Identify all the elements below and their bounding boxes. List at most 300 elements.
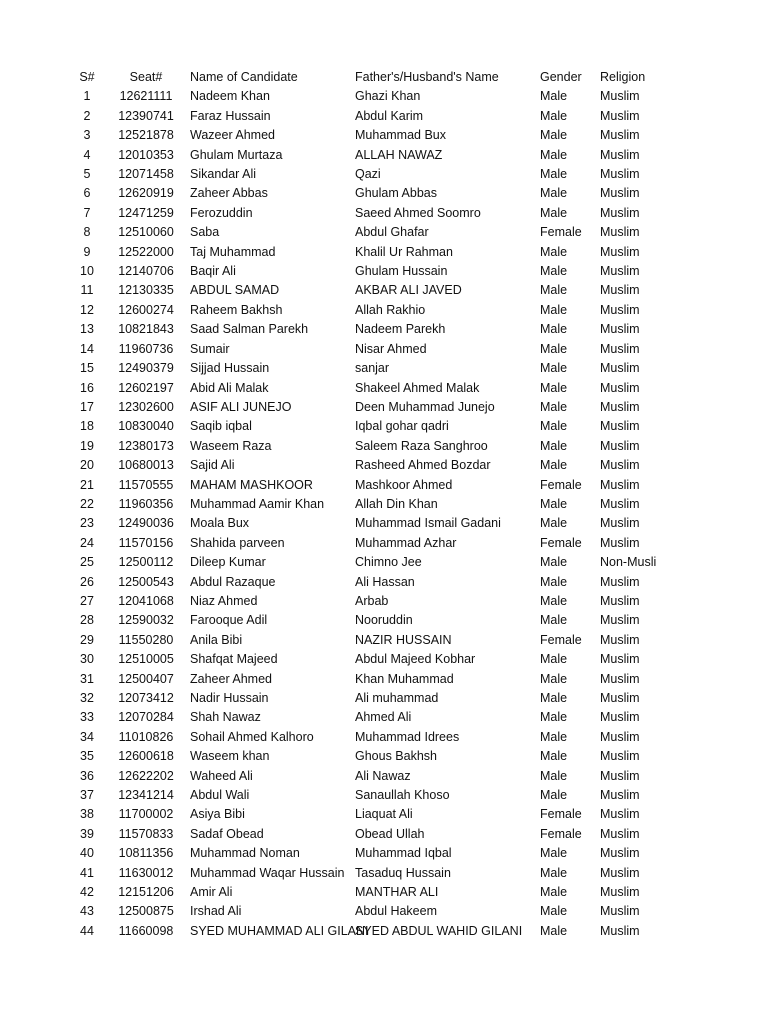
table-row — [72, 883, 680, 902]
cell-name: Saad Salman Parekh — [190, 322, 309, 337]
table-row — [72, 844, 680, 863]
cell-religion: Muslim — [600, 807, 640, 822]
cell-sno: 32 — [80, 691, 94, 705]
cell-name: Anila Bibi — [190, 632, 243, 647]
cell-gender: Male — [540, 671, 568, 686]
cell-sno: 27 — [80, 593, 94, 608]
cell-religion: Muslim — [600, 496, 640, 511]
cell-religion: Muslim — [600, 283, 640, 298]
cell-father: Arbab — [355, 593, 389, 608]
cell-father: Chimno Jee — [355, 555, 422, 570]
cell-seat: 12620919 — [118, 186, 174, 201]
cell-seat: 12500112 — [118, 555, 174, 570]
cell-name: Sijjad Hussain — [190, 361, 270, 376]
cell-religion: Muslim — [600, 749, 640, 764]
cell-gender: Male — [540, 749, 568, 764]
cell-father: sanjar — [355, 361, 390, 376]
cell-sno: 17 — [80, 399, 94, 414]
cell-seat: 12602197 — [118, 380, 174, 395]
cell-name: Taj Muhammad — [190, 244, 276, 259]
cell-gender: Male — [540, 729, 568, 744]
cell-sno: 42 — [80, 885, 94, 900]
cell-father: Allah Din Khan — [355, 496, 438, 511]
cell-sno: 2 — [83, 108, 91, 123]
header-name: Name of Candidate — [190, 70, 298, 84]
cell-gender: Female — [540, 807, 582, 822]
cell-father: Abdul Majeed Kobhar — [355, 652, 476, 667]
table-row — [72, 320, 680, 339]
cell-religion: Muslim — [600, 302, 640, 317]
cell-father: Khalil Ur Rahman — [355, 244, 453, 259]
table-body — [72, 87, 680, 941]
cell-religion: Muslim — [600, 826, 640, 841]
cell-gender: Male — [540, 923, 568, 938]
cell-name: Abid Ali Malak — [190, 380, 269, 395]
cell-father: Ghulam Hussain — [355, 264, 448, 279]
cell-sno: 19 — [80, 438, 94, 453]
cell-religion: Muslim — [600, 322, 640, 337]
cell-gender: Male — [540, 89, 568, 104]
cell-name: Baqir Ali — [190, 264, 236, 279]
cell-religion: Muslim — [600, 244, 640, 259]
cell-father: Qazi — [355, 167, 381, 182]
table-row — [72, 476, 680, 495]
table-row — [72, 825, 680, 844]
cell-religion: Muslim — [600, 186, 640, 201]
cell-religion: Muslim — [600, 361, 640, 376]
cell-name: Sajid Ali — [190, 458, 235, 473]
cell-father: Muhammad Iqbal — [355, 846, 452, 861]
cell-name: SYED MUHAMMAD ALI GILANI — [190, 923, 369, 938]
cell-seat: 12600618 — [118, 749, 174, 764]
cell-name: Abdul Razaque — [190, 574, 276, 589]
cell-sno: 37 — [80, 788, 94, 803]
cell-seat: 10830040 — [118, 419, 174, 434]
cell-name: Sikandar Ali — [190, 167, 257, 182]
table-row — [72, 495, 680, 514]
cell-religion: Muslim — [600, 535, 640, 550]
cell-gender: Male — [540, 885, 568, 900]
cell-father: Saeed Ahmed Soomro — [355, 205, 481, 220]
cell-father: Obead Ullah — [355, 826, 425, 841]
cell-gender: Male — [540, 904, 568, 919]
cell-father: Ghulam Abbas — [355, 186, 437, 201]
header-sno: S# — [79, 70, 95, 84]
cell-seat: 11570555 — [118, 477, 174, 492]
table-row — [72, 573, 680, 592]
cell-name: Sumair — [190, 341, 230, 356]
cell-religion: Muslim — [600, 147, 640, 162]
cell-father: Muhammad Ismail Gadani — [355, 516, 501, 531]
cell-father: Deen Muhammad Junejo — [355, 399, 495, 414]
cell-name: Muhammad Waqar Hussain — [190, 865, 345, 880]
cell-name: ABDUL SAMAD — [190, 283, 280, 298]
cell-seat: 12500543 — [118, 574, 174, 589]
cell-religion: Muslim — [600, 710, 640, 725]
cell-name: Wazeer Ahmed — [190, 128, 275, 143]
table-row — [72, 301, 680, 320]
cell-gender: Male — [540, 167, 568, 182]
cell-religion: Muslim — [600, 264, 640, 279]
cell-name: Nadir Hussain — [190, 691, 269, 705]
cell-father: Mashkoor Ahmed — [355, 477, 453, 492]
cell-gender: Female — [540, 477, 582, 492]
cell-sno: 10 — [80, 264, 94, 279]
cell-sno: 40 — [80, 846, 94, 861]
cell-religion: Muslim — [600, 205, 640, 220]
cell-name: Dileep Kumar — [190, 555, 266, 570]
cell-name: Faraz Hussain — [190, 108, 271, 123]
cell-religion: Muslim — [600, 341, 640, 356]
cell-father: Muhammad Bux — [355, 128, 447, 143]
cell-gender: Male — [540, 574, 568, 589]
cell-seat: 12500407 — [118, 671, 174, 686]
cell-gender: Male — [540, 496, 568, 511]
cell-seat: 12071458 — [118, 167, 174, 182]
cell-religion: Muslim — [600, 788, 640, 803]
cell-father: NAZIR HUSSAIN — [355, 632, 452, 647]
table-row — [72, 340, 680, 359]
cell-gender: Male — [540, 322, 568, 337]
cell-sno: 28 — [80, 613, 94, 628]
cell-father: AKBAR ALI JAVED — [355, 283, 462, 298]
cell-gender: Male — [540, 691, 568, 705]
table-row — [72, 650, 680, 669]
cell-name: Sadaf Obead — [190, 826, 264, 841]
cell-seat: 12380173 — [118, 438, 174, 453]
table-row — [72, 243, 680, 262]
cell-father: Ghazi Khan — [355, 89, 421, 104]
cell-father: Muhammad Azhar — [355, 535, 457, 550]
cell-seat: 10680013 — [118, 458, 174, 473]
cell-religion: Muslim — [600, 632, 640, 647]
table-row — [72, 553, 680, 572]
cell-sno: 18 — [80, 419, 94, 434]
cell-sno: 30 — [80, 652, 94, 667]
cell-father: Ghous Bakhsh — [355, 749, 437, 764]
cell-gender: Male — [540, 283, 568, 298]
cell-gender: Male — [540, 205, 568, 220]
cell-seat: 12622202 — [118, 768, 174, 783]
header-row — [72, 68, 680, 87]
cell-father: Ali muhammad — [355, 691, 439, 705]
cell-sno: 21 — [80, 477, 94, 492]
cell-sno: 31 — [80, 671, 94, 686]
table-row — [72, 126, 680, 145]
cell-religion: Muslim — [600, 691, 640, 705]
cell-name: Asiya Bibi — [190, 807, 245, 822]
cell-gender: Female — [540, 826, 582, 841]
cell-sno: 9 — [83, 244, 91, 259]
header-father: Father's/Husband's Name — [355, 70, 499, 84]
cell-sno: 6 — [83, 186, 91, 201]
cell-name: Zaheer Abbas — [190, 186, 268, 201]
cell-sno: 7 — [83, 205, 91, 220]
cell-religion: Muslim — [600, 885, 640, 900]
cell-seat: 10811356 — [118, 846, 174, 861]
cell-father: Abdul Karim — [355, 108, 424, 123]
cell-gender: Male — [540, 128, 568, 143]
table-row — [72, 805, 680, 824]
cell-sno: 11 — [80, 283, 94, 298]
cell-religion: Muslim — [600, 846, 640, 861]
cell-sno: 12 — [80, 302, 94, 317]
cell-father: Liaquat Ali — [355, 807, 413, 822]
table-row — [72, 223, 680, 242]
cell-father: Iqbal gohar qadri — [355, 419, 449, 434]
cell-seat: 12490036 — [118, 516, 174, 531]
table-row — [72, 379, 680, 398]
cell-father: Nooruddin — [355, 613, 413, 628]
cell-sno: 5 — [83, 167, 91, 182]
cell-gender: Male — [540, 108, 568, 123]
cell-seat: 12070284 — [118, 710, 174, 725]
cell-name: Farooque Adil — [190, 613, 268, 628]
cell-religion: Muslim — [600, 89, 640, 104]
cell-gender: Male — [540, 516, 568, 531]
cell-father: Abdul Hakeem — [355, 904, 437, 919]
cell-religion: Muslim — [600, 128, 640, 143]
cell-sno: 33 — [80, 710, 94, 725]
cell-sno: 16 — [80, 380, 94, 395]
table-row — [72, 592, 680, 611]
cell-religion: Muslim — [600, 380, 640, 395]
cell-sno: 43 — [80, 904, 94, 919]
cell-seat: 12341214 — [118, 788, 174, 803]
cell-sno: 36 — [80, 768, 94, 783]
cell-seat: 11660098 — [118, 923, 174, 938]
table-row — [72, 456, 680, 475]
cell-seat: 12010353 — [118, 147, 174, 162]
table-row — [72, 146, 680, 165]
cell-sno: 1 — [83, 89, 91, 104]
cell-gender: Male — [540, 846, 568, 861]
cell-seat: 11960356 — [118, 496, 174, 511]
cell-religion: Muslim — [600, 225, 640, 240]
cell-seat: 11960736 — [118, 341, 174, 356]
cell-sno: 39 — [80, 826, 94, 841]
cell-sno: 22 — [80, 496, 94, 511]
cell-father: MANTHAR ALI — [355, 885, 439, 900]
cell-religion: Muslim — [600, 458, 640, 473]
cell-name: Waseem Raza — [190, 438, 272, 453]
cell-gender: Male — [540, 186, 568, 201]
cell-gender: Male — [540, 264, 568, 279]
cell-name: Saqib iqbal — [190, 419, 252, 434]
cell-gender: Female — [540, 535, 582, 550]
cell-sno: 26 — [80, 574, 94, 589]
cell-religion: Muslim — [600, 729, 640, 744]
cell-religion: Muslim — [600, 904, 640, 919]
cell-religion: Muslim — [600, 923, 640, 938]
table-row — [72, 514, 680, 533]
cell-father: Ali Hassan — [355, 574, 415, 589]
cell-name: Ferozuddin — [190, 205, 253, 220]
cell-religion: Muslim — [600, 516, 640, 531]
table-row — [72, 922, 680, 941]
table-row — [72, 708, 680, 727]
cell-sno: 15 — [80, 361, 94, 376]
cell-religion: Muslim — [600, 613, 640, 628]
cell-gender: Male — [540, 399, 568, 414]
cell-gender: Male — [540, 555, 568, 570]
cell-name: ASIF ALI JUNEJO — [190, 399, 292, 414]
cell-religion: Muslim — [600, 399, 640, 414]
cell-seat: 11630012 — [118, 865, 174, 880]
cell-name: Amir Ali — [190, 885, 233, 900]
cell-sno: 23 — [80, 516, 94, 531]
cell-sno: 20 — [80, 458, 94, 473]
cell-gender: Male — [540, 380, 568, 395]
cell-name: Raheem Bakhsh — [190, 302, 283, 317]
cell-father: Tasaduq Hussain — [355, 865, 451, 880]
table-row — [72, 534, 680, 553]
cell-gender: Male — [540, 788, 568, 803]
cell-seat: 12073412 — [118, 691, 174, 705]
cell-name: Shahida parveen — [190, 535, 285, 550]
cell-seat: 12500875 — [118, 904, 174, 919]
cell-father: Ali Nawaz — [355, 768, 411, 783]
cell-seat: 11550280 — [118, 632, 174, 647]
table-row — [72, 728, 680, 747]
cell-name: Abdul Wali — [190, 788, 250, 803]
cell-seat: 12041068 — [118, 593, 174, 608]
cell-religion: Muslim — [600, 167, 640, 182]
cell-religion: Muslim — [600, 438, 640, 453]
cell-religion: Muslim — [600, 419, 640, 434]
cell-name: Moala Bux — [190, 516, 250, 531]
cell-seat: 11010826 — [118, 729, 174, 744]
header-religion: Religion — [600, 70, 646, 84]
cell-sno: 38 — [80, 807, 94, 822]
cell-gender: Female — [540, 225, 582, 240]
cell-name: Niaz Ahmed — [190, 593, 258, 608]
cell-gender: Male — [540, 244, 568, 259]
cell-father: Shakeel Ahmed Malak — [355, 380, 480, 395]
cell-seat: 11570833 — [118, 826, 174, 841]
table-row — [72, 87, 680, 106]
cell-seat: 12130335 — [118, 283, 174, 298]
cell-name: Muhammad Noman — [190, 846, 300, 861]
cell-gender: Male — [540, 341, 568, 356]
cell-gender: Male — [540, 147, 568, 162]
cell-gender: Male — [540, 419, 568, 434]
table-row — [72, 107, 680, 126]
table-row — [72, 184, 680, 203]
cell-gender: Male — [540, 438, 568, 453]
cell-religion: Muslim — [600, 768, 640, 783]
table-row — [72, 281, 680, 300]
cell-seat: 12490379 — [118, 361, 174, 376]
table-row — [72, 204, 680, 223]
cell-name: Sohail Ahmed Kalhoro — [190, 729, 314, 744]
cell-father: Sanaullah Khoso — [355, 788, 450, 803]
cell-name: Waheed Ali — [190, 768, 253, 783]
candidate-table — [72, 68, 680, 941]
cell-sno: 3 — [83, 128, 91, 143]
cell-sno: 35 — [80, 749, 94, 764]
cell-gender: Male — [540, 865, 568, 880]
cell-father: Saleem Raza Sanghroo — [355, 438, 488, 453]
cell-sno: 4 — [83, 147, 91, 162]
table-row — [72, 611, 680, 630]
cell-name: MAHAM MASHKOOR — [190, 477, 313, 492]
table-row — [72, 767, 680, 786]
cell-seat: 12521878 — [118, 128, 174, 143]
cell-religion: Muslim — [600, 108, 640, 123]
cell-gender: Male — [540, 652, 568, 667]
cell-seat: 12390741 — [118, 108, 174, 123]
cell-religion: Muslim — [600, 477, 640, 492]
cell-father: Allah Rakhio — [355, 302, 426, 317]
cell-sno: 24 — [80, 535, 94, 550]
cell-father: Nadeem Parekh — [355, 322, 446, 337]
cell-seat: 11700002 — [118, 807, 174, 822]
cell-sno: 13 — [80, 322, 94, 337]
cell-name: Waseem khan — [190, 749, 270, 764]
cell-seat: 12302600 — [118, 399, 174, 414]
cell-gender: Male — [540, 613, 568, 628]
cell-father: SYED ABDUL WAHID GILANI — [355, 923, 523, 938]
cell-religion: Muslim — [600, 652, 640, 667]
table-row — [72, 631, 680, 650]
cell-seat: 11570156 — [118, 535, 174, 550]
table-row — [72, 398, 680, 417]
cell-gender: Male — [540, 768, 568, 783]
cell-seat: 12140706 — [118, 264, 174, 279]
table-row — [72, 864, 680, 883]
cell-sno: 25 — [80, 555, 94, 570]
cell-seat: 12510005 — [118, 652, 174, 667]
cell-father: Ahmed Ali — [355, 710, 412, 725]
cell-religion: Muslim — [600, 865, 640, 880]
cell-name: Muhammad Aamir Khan — [190, 496, 325, 511]
cell-sno: 41 — [80, 865, 94, 880]
cell-religion: Muslim — [600, 671, 640, 686]
table-row — [72, 437, 680, 456]
cell-sno: 14 — [80, 341, 94, 356]
cell-seat: 12621111 — [119, 89, 173, 104]
cell-gender: Male — [540, 593, 568, 608]
cell-father: ALLAH NAWAZ — [355, 147, 443, 162]
cell-father: Nisar Ahmed — [355, 341, 427, 356]
cell-name: Nadeem Khan — [190, 89, 270, 104]
cell-seat: 10821843 — [118, 322, 174, 337]
cell-gender: Male — [540, 361, 568, 376]
cell-seat: 12510060 — [118, 225, 174, 240]
cell-father: Muhammad Idrees — [355, 729, 460, 744]
cell-name: Irshad Ali — [190, 904, 242, 919]
cell-religion: Non-Musli — [600, 555, 657, 570]
cell-seat: 12471259 — [118, 205, 174, 220]
table-row — [72, 417, 680, 436]
cell-gender: Male — [540, 458, 568, 473]
cell-name: Zaheer Ahmed — [190, 671, 272, 686]
cell-name: Ghulam Murtaza — [190, 147, 283, 162]
table-row — [72, 262, 680, 281]
table-row — [72, 786, 680, 805]
table-row — [72, 165, 680, 184]
cell-gender: Male — [540, 710, 568, 725]
cell-father: Rasheed Ahmed Bozdar — [355, 458, 491, 473]
cell-seat: 12151206 — [118, 885, 174, 900]
cell-father: Khan Muhammad — [355, 671, 454, 686]
cell-religion: Muslim — [600, 593, 640, 608]
cell-sno: 44 — [80, 923, 94, 938]
cell-seat: 12522000 — [118, 244, 174, 259]
cell-sno: 8 — [83, 225, 91, 240]
header-gender: Gender — [540, 70, 582, 84]
